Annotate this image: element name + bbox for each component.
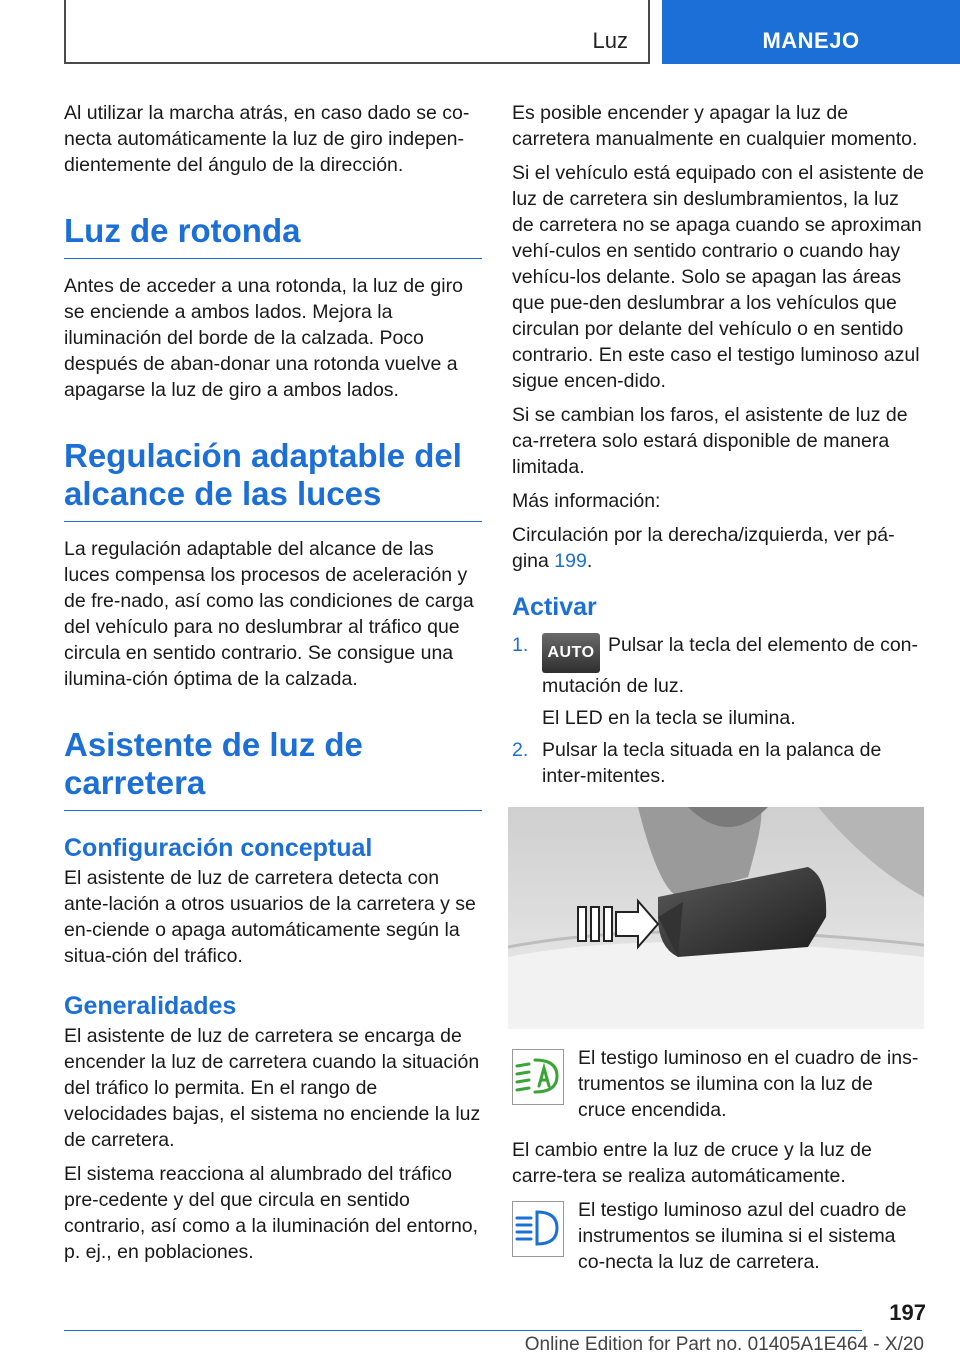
step-2-text: Pulsar la tecla situada en la palanca de inter-mitentes. <box>542 739 882 787</box>
footer-edition: Online Edition for Part no. 01405A1E464 - X/20 <box>524 1334 924 1355</box>
heading-regulacion: Regulación adaptable del alcance de las luces <box>64 437 482 522</box>
step-2-number: 2. <box>512 739 529 761</box>
auto-button-icon: AUTO <box>542 633 600 673</box>
low-beam-indicator-text: El testigo luminoso en el cuadro de ins-trumentos se ilumina con la luz de cruce encendida. <box>578 1047 919 1121</box>
paragraph-mas-info: Más información: <box>512 490 661 512</box>
paragraph-generalidades-1: El asistente de luz de carretera se encarga de encender la luz de carretera cuando la situación del tráfico lo permita. En el rango de velocidades bajas, el sistema no enciende la luz de carretera. <box>64 1025 481 1151</box>
high-beam-svg <box>513 1202 562 1255</box>
low-beam-auto-icon <box>512 1049 564 1105</box>
paragraph-sin-deslumbramientos: Si el vehículo está equipado con el asistente de luz de carretera sin deslumbramientos, la luz de carretera no se apaga cuando se aproximan vehí-culos en sentido contrario o cuando hay vehícu-los delante. Solo se apagan las áreas que pue-den deslumbrar a los vehículos que circulan por delante del vehículo o en sentido contrario. En este caso el testigo luminoso azul sigue encen-dido. <box>512 162 924 392</box>
paragraph-generalidades-2: El sistema reacciona al alumbrado del tráfico pre-cedente y del que circula en sentido contrario, así como a la iluminación del entorno, p. ej., en poblaciones. <box>64 1163 479 1263</box>
heading-activar: Activar <box>512 593 597 621</box>
heading-asistente: Asistente de luz de carretera <box>64 726 482 811</box>
paragraph-reference <box>512 522 924 574</box>
page-header <box>0 0 960 66</box>
step-1-result: El LED en la tecla se ilumina. <box>542 707 796 729</box>
page-number: 197 <box>889 1300 926 1325</box>
turn-signal-lever-illustration <box>508 807 924 1029</box>
paragraph-rotonda: Antes de acceder a una rotonda, la luz de giro se enciende a ambos lados. Mejora la iluminación del borde de la calzada. Poco después de aban-donar una rotonda vuelve a apagarse la luz de giro a ambos lados. <box>64 275 463 401</box>
high-beam-icon <box>512 1201 564 1257</box>
paragraph-faros: Si se cambian los faros, el asistente de luz de ca-rretera solo estará disponible de manera limitada. <box>512 404 908 478</box>
lever-illustration-svg <box>508 807 924 1029</box>
heading-configuracion: Configuración conceptual <box>64 834 373 862</box>
heading-luz-de-rotonda: Luz de rotonda <box>64 212 482 259</box>
intro-paragraph: Al utilizar la marcha atrás, en caso dado se co-necta automáticamente la luz de giro indepen-dientemente del ángulo de la dirección. <box>64 102 470 176</box>
paragraph-cambio: El cambio entre la luz de cruce y la luz de carre-tera se realiza automáticamente. <box>512 1139 872 1187</box>
left-column <box>64 100 482 1273</box>
paragraph-configuracion: El asistente de luz de carretera detecta con ante-lación a otros usuarios de la carretera y se en-ciende o apaga automáticamente según la situa-ción del tráfico. <box>64 867 476 967</box>
reference-text: Circulación por la derecha/izquierda, ver pá-gina <box>512 524 895 572</box>
header-section-title: Luz <box>592 28 628 53</box>
page-link-199[interactable]: 199 <box>554 550 587 572</box>
low-beam-indicator-row <box>512 1045 924 1123</box>
heading-generalidades: Generalidades <box>64 992 237 1020</box>
right-column <box>512 100 924 1289</box>
paragraph-manual: Es posible encender y apagar la luz de carretera manualmente en cualquier momento. <box>512 102 918 150</box>
header-chapter-tab: MANEJO <box>662 0 960 64</box>
step-1-number: 1. <box>512 634 529 656</box>
activation-steps <box>512 632 924 699</box>
paragraph-regulacion: La regulación adaptable del alcance de las luces compensa los procesos de aceleración y de fre-nado, así como las condiciones de carga del vehículo para no deslumbrar al tráfico que circula en sentido contrario. Se consigue una ilumina-ción óptima de la calzada. <box>64 538 474 690</box>
low-beam-auto-svg <box>513 1050 562 1103</box>
high-beam-indicator-text: El testigo luminoso azul del cuadro de instrumentos se ilumina si el sistema co-necta la luz de carretera. <box>578 1199 907 1273</box>
step-1 <box>512 632 924 699</box>
footer-divider <box>64 1330 862 1331</box>
step-1-text: Pulsar la tecla del elemento de con-mutación de luz. <box>542 634 919 697</box>
high-beam-indicator-row <box>512 1197 924 1275</box>
step-2 <box>512 737 924 789</box>
reference-end: . <box>586 550 593 572</box>
activation-steps-2 <box>512 737 924 789</box>
header-section-box <box>64 0 650 64</box>
